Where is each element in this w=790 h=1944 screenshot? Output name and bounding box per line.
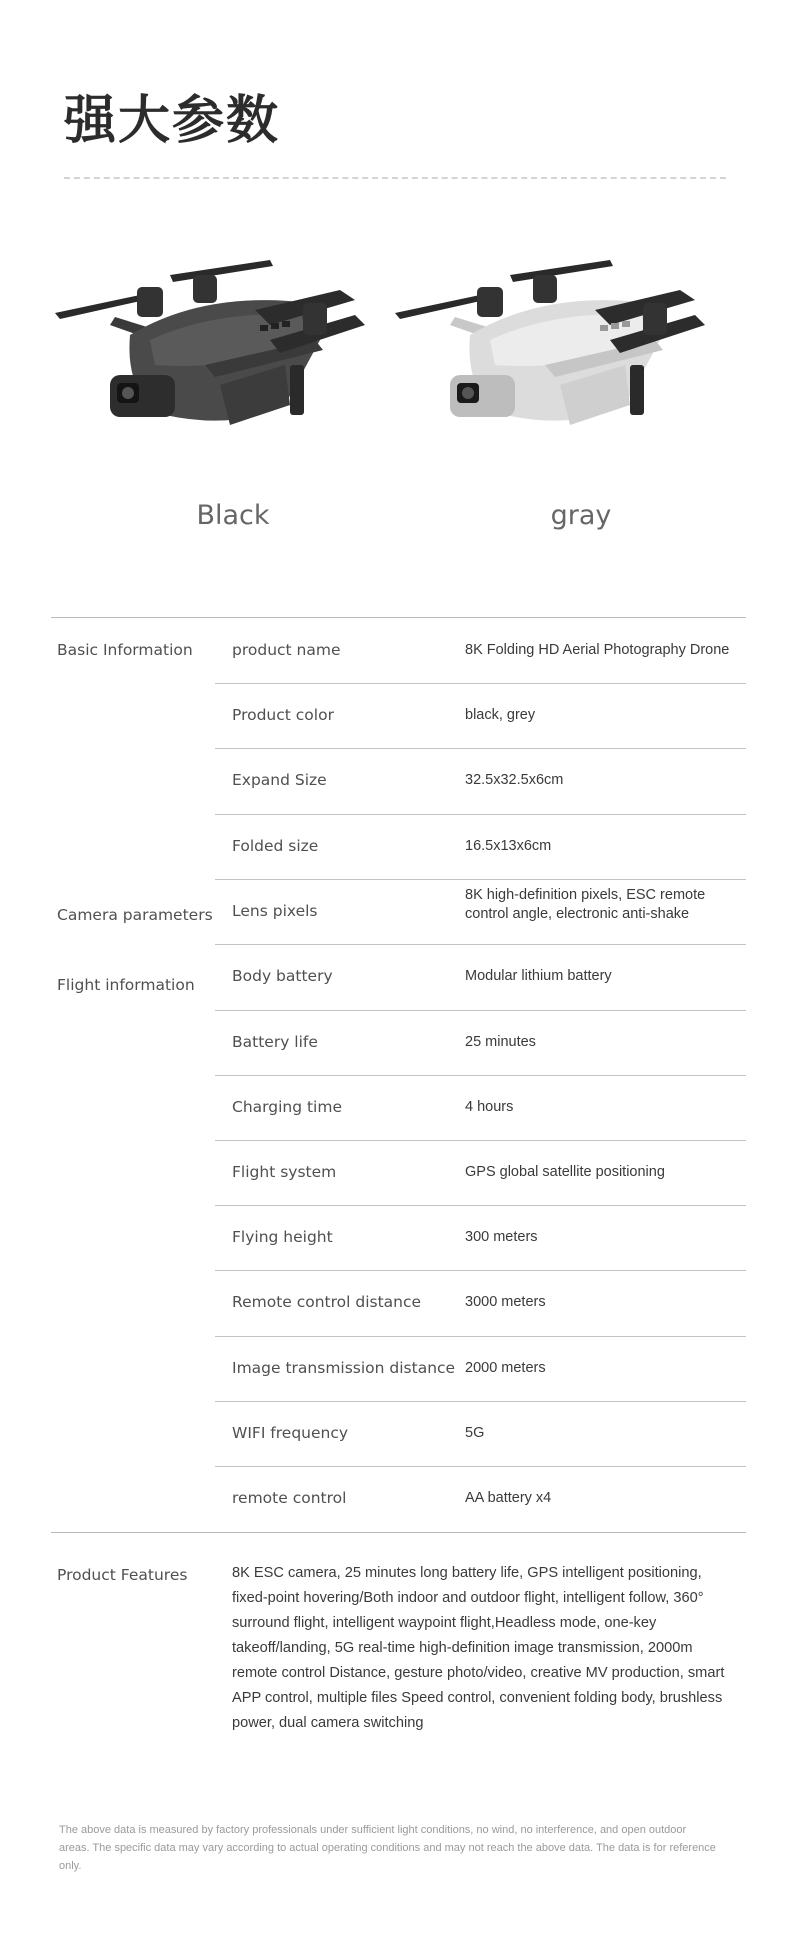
spec-value: 300 meters bbox=[465, 1229, 538, 1245]
section-basic-information: Basic Information bbox=[57, 641, 193, 659]
spec-label: Expand Size bbox=[232, 771, 327, 789]
product-features-text: 8K ESC camera, 25 minutes long battery life, GPS intelligent positioning, fixed-point hovering/Both indoor and outdoor flight, intelligent follow, 360° surround flight, intelligent waypoint flight,Headless mode, one-key takeoff/landing, 5G real-time high-definition image transmission, 2000m remote control Distance, gesture photo/video, creative MV production, smart APP control, multiple files Speed control, convenient folding body, brushless power, dual camera switching bbox=[232, 1565, 725, 1731]
disclaimer-text: The above data is measured by factory professionals under sufficient light conditions, no wind, no interference, and open outdoor areas. The specific data may vary according to actual operating conditions and may not reach the above data. The data is for reference only. bbox=[59, 1824, 716, 1872]
spec-label: Image transmission distance bbox=[232, 1359, 456, 1377]
spec-label: Lens pixels bbox=[232, 902, 318, 920]
page-title: 强大参数 bbox=[64, 91, 281, 151]
section-flight-information: Flight information bbox=[57, 976, 195, 994]
title-divider bbox=[64, 177, 726, 179]
section-product-features: Product Features bbox=[57, 1566, 188, 1584]
spec-label: Folded size bbox=[232, 837, 319, 855]
spec-label: Flight system bbox=[232, 1163, 337, 1181]
color-label-gray: gray bbox=[550, 500, 612, 531]
spec-value: 16.5x13x6cm bbox=[465, 838, 552, 854]
row-divider bbox=[215, 944, 746, 945]
spec-label: Product color bbox=[232, 706, 334, 724]
row-divider bbox=[215, 1010, 746, 1011]
row-divider bbox=[215, 748, 746, 749]
drone-image-black bbox=[55, 255, 395, 465]
table-top-border bbox=[51, 617, 746, 618]
color-label-black: Black bbox=[196, 500, 270, 531]
row-divider bbox=[215, 1466, 746, 1467]
spec-value: Modular lithium battery bbox=[465, 968, 612, 984]
spec-value: 2000 meters bbox=[465, 1360, 546, 1376]
spec-label: remote control bbox=[232, 1489, 347, 1507]
row-divider bbox=[215, 879, 746, 880]
row-divider bbox=[215, 1140, 746, 1141]
spec-label: Flying height bbox=[232, 1228, 333, 1246]
drone-image-gray bbox=[395, 255, 735, 465]
row-divider bbox=[215, 1336, 746, 1337]
spec-value: 25 minutes bbox=[465, 1034, 536, 1050]
spec-value: 3000 meters bbox=[465, 1294, 546, 1310]
table-bottom-border bbox=[51, 1532, 746, 1533]
spec-label: Battery life bbox=[232, 1033, 318, 1051]
spec-value: 8K Folding HD Aerial Photography Drone bbox=[465, 642, 730, 658]
spec-label: Remote control distance bbox=[232, 1293, 422, 1311]
section-camera-parameters: Camera parameters bbox=[57, 906, 213, 924]
row-divider bbox=[215, 1205, 746, 1206]
spec-label: WIFI frequency bbox=[232, 1424, 349, 1442]
spec-value: 4 hours bbox=[465, 1099, 514, 1115]
row-divider bbox=[215, 1075, 746, 1076]
spec-value: 32.5x32.5x6cm bbox=[465, 772, 564, 788]
spec-value: black, grey bbox=[465, 707, 536, 723]
spec-value: 5G bbox=[465, 1425, 485, 1441]
spec-label: product name bbox=[232, 641, 341, 659]
row-divider bbox=[215, 814, 746, 815]
row-divider bbox=[215, 683, 746, 684]
spec-value: AA battery x4 bbox=[465, 1490, 552, 1506]
spec-value: GPS global satellite positioning bbox=[465, 1164, 665, 1180]
spec-label: Charging time bbox=[232, 1098, 342, 1116]
row-divider bbox=[215, 1270, 746, 1271]
spec-value: 8K high-definition pixels, ESC remote control angle, electronic anti-shake bbox=[465, 887, 706, 922]
spec-label: Body battery bbox=[232, 967, 333, 985]
row-divider bbox=[215, 1401, 746, 1402]
